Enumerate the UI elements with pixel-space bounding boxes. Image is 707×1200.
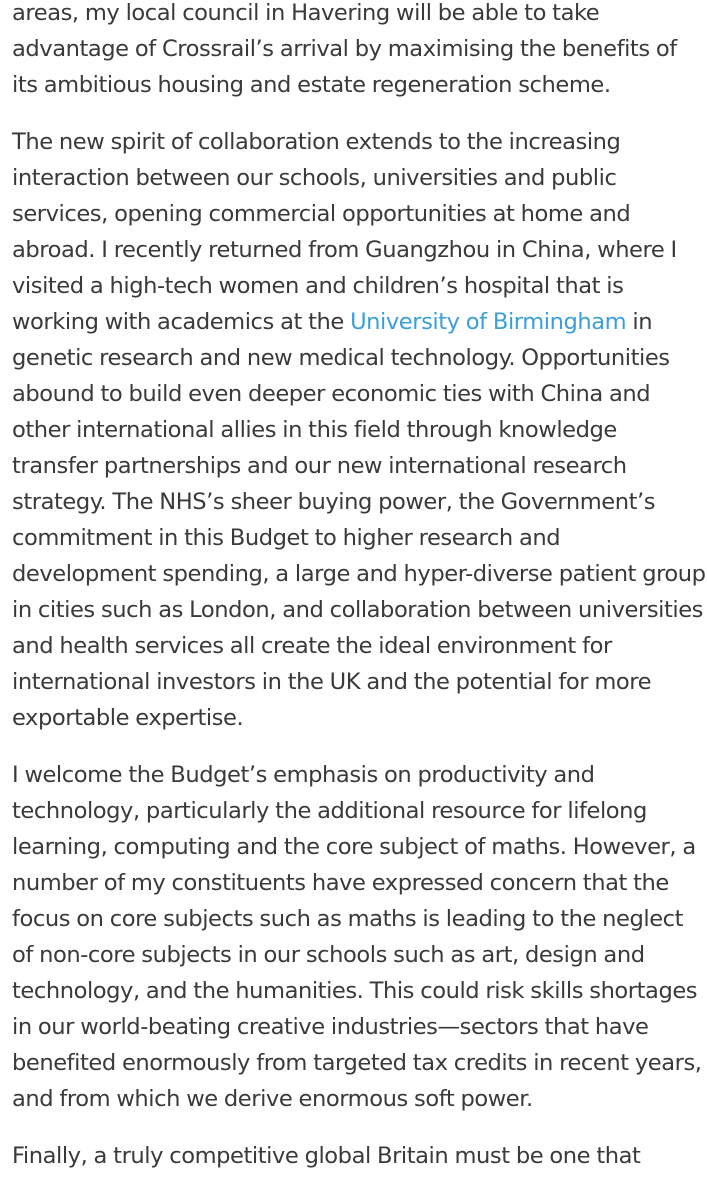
paragraph-text: I welcome the Budget’s emphasis on productivity and technology, particularly the additional resource for lifelong learning, computing and the core subject of maths. However, a number of my constituents have expressed concern that the focus on core subjects such as maths is leading to the neglect of non-core subjects in our schools such as art, design and technology, and the humanities. This could risk skills shortages in our world-beating creative industries—sectors that have benefited enormously from targeted tax credits in recent years, and from which we derive enormous soft power. [12,762,702,1112]
paragraph-text: areas, my local council in Havering will be able to take advantage of Crossrail’s arrival by maximising the benefits of its ambitious housing and estate regeneration scheme. [12,0,677,98]
university-of-birmingham-link[interactable]: University of Birmingham [350,309,627,335]
article-body [12,0,706,1195]
paragraph-havering [12,0,706,103]
paragraph-text: Finally, a truly competitive global Britain must be one that [12,1143,641,1169]
paragraph-collaboration [12,124,706,736]
paragraph-global-britain [12,1138,706,1174]
paragraph-budget-productivity [12,757,706,1117]
paragraph-text-after-link: in genetic research and new medical technology. Opportunities abound to build even deeper economic ties with China and other international allies in this field through knowledge transfer partnerships and our new international research strategy. The NHS’s sheer buying power, the Government’s commitment in this Budget to higher research and development spending, a large and hyper-diverse patient group in cities such as London, and collaboration between universities and health services all create the ideal environment for international investors in the UK and the potential for more exportable expertise. [12,309,706,731]
paragraph-text-before-link: The new spirit of collaboration extends to the increasing interaction between our schools, universities and public services, opening commercial opportunities at home and abroad. I recently returned from Guangzhou in China, where I visited a high-tech women and children’s hospital that is working with academics at the [12,129,677,335]
